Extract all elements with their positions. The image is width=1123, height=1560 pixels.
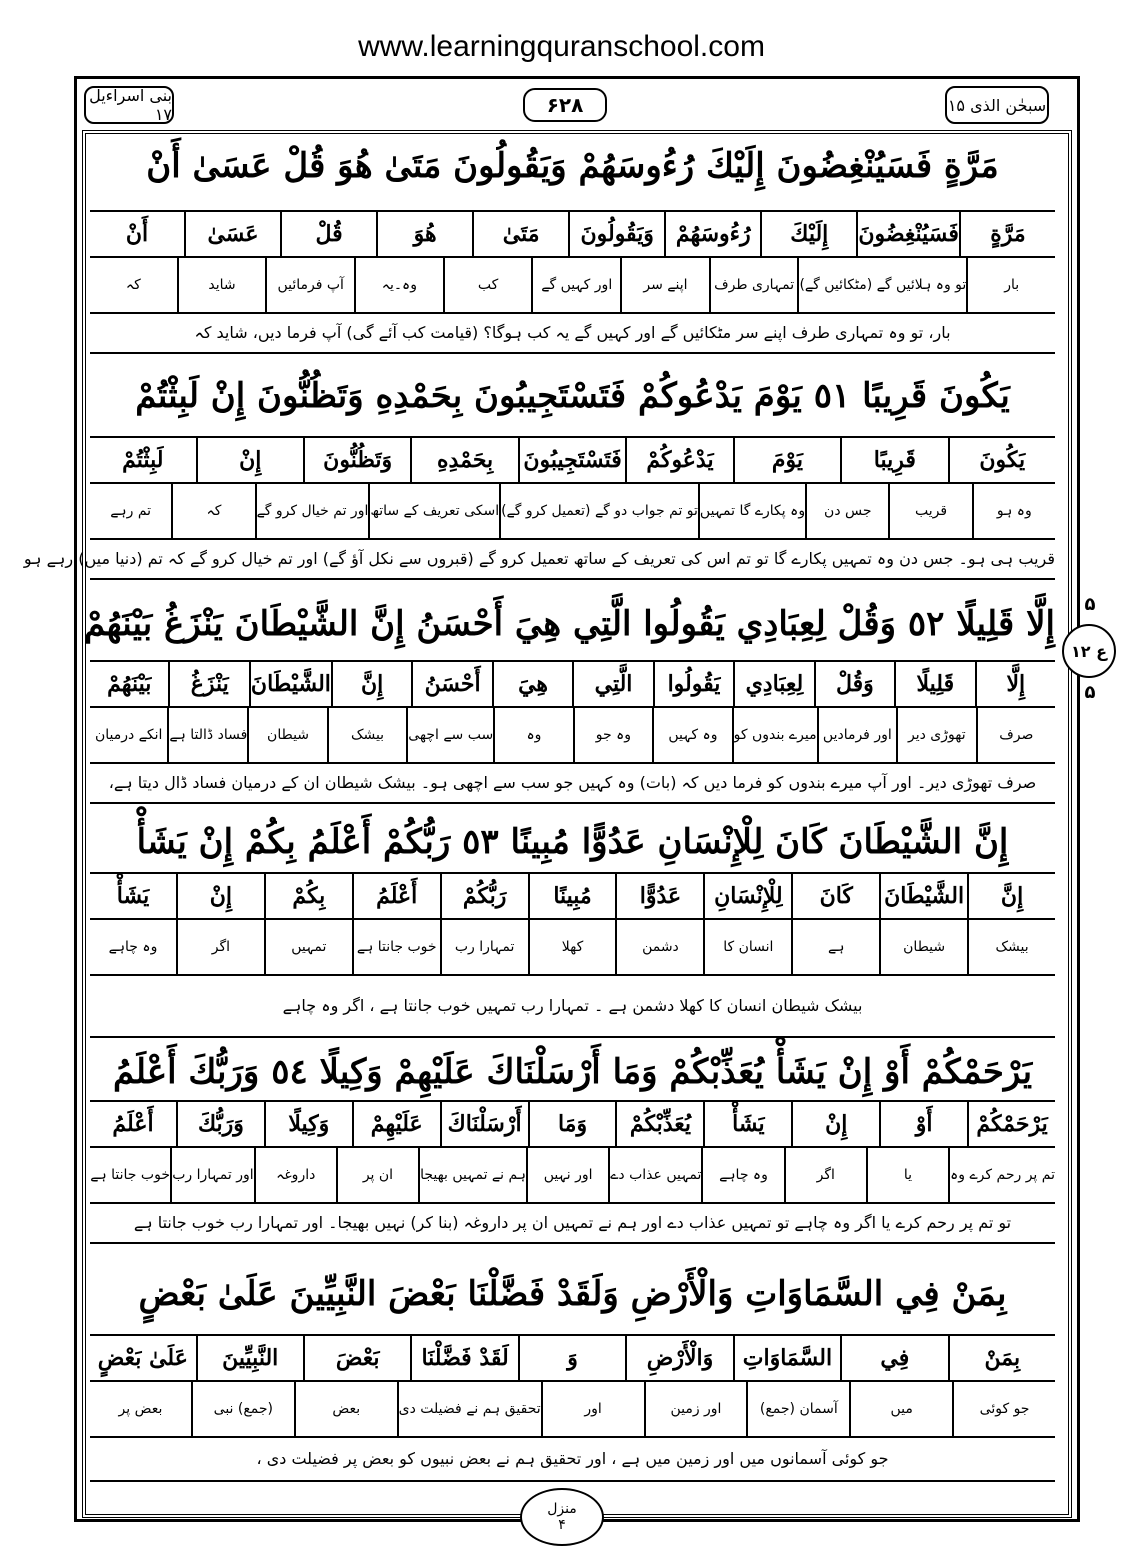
translation-cell: ان پر [336,1148,418,1202]
translation-cell: شیطان [247,708,326,762]
word-cell: بَيْنَهُمْ [107,671,152,697]
full-translation: بار، تو وہ تمہاری طرف اپنے سر مٹکائیں گے اور کہیں گے یہ کب ہوگا؟ (قیامت کب آئے گی) آپ فرما دیں، شاید کہ [90,312,1055,354]
word-cell: وَقُلْ [814,662,894,706]
word-cell: وَكِيلًا [264,1102,352,1146]
word-cell: مَتَىٰ [472,212,568,256]
word-cell: إِنَّ [967,874,1055,918]
word-cell: عَلَيْهِمْ [352,1102,440,1146]
word-cell: لَبِثْتُمْ [122,447,164,473]
translation-cell: تو تم جواب دو گے (تعمیل کرو گے) [499,484,698,538]
translation-cell: وہ چاہے [701,1148,783,1202]
verse-line: يَرْحَمْكُمْ أَوْ إِنْ يَشَأْ يُعَذِّبْكُمْ وَمَا أَرْسَلْنَاكَ عَلَيْهِمْ وَكِيلًا ٥٤ وَرَبُّكَ أَعْلَمُ [112,1052,1033,1092]
word-cell: أَنْ [125,221,149,247]
translation-cell: کب [443,258,532,312]
translation-cell: آسمان (جمع) [746,1382,849,1436]
manzil-badge [520,1488,604,1546]
word-cell: النَّبِيِّينَ [196,1336,303,1380]
translation-cell: اگر [176,920,264,974]
word-cell: قَلِيلًا [894,662,974,706]
word-cell: إِنْ [196,438,303,482]
word-row [90,210,1055,256]
full-translation: صرف تھوڑی دیر۔ اور آپ میرے بندوں کو فرما دیں کہ (بات) وہ کہیں جو سب سے اچھی ہو۔ بیشک شیطان ان کے درمیان فساد ڈال دیتا ہے، [90,762,1055,804]
side-marker-top: ۵ [1084,594,1096,615]
translation-cell: تمہارا رب [440,920,528,974]
translation-row [90,918,1055,974]
translation-cell: میں [849,1382,952,1436]
word-cell: يَكُونَ [948,438,1055,482]
translation-cell: آپ فرمائیں [265,258,354,312]
full-translation: جو کوئی آسمانوں میں اور زمین میں ہے ، اور تحقیق ہم نے بعض نبیوں کو بعض پر فضیلت دی ، [90,1436,1055,1482]
word-cell: بِكُمْ [264,874,352,918]
translation-cell: بعض پر [118,1401,163,1417]
translation-cell: قریب [888,484,971,538]
translation-row [90,1380,1055,1436]
translation-cell: خوب جانتا ہے [90,1167,170,1183]
word-cell: فَسَيُنْغِضُونَ [856,212,959,256]
translation-cell: بیشک [967,920,1055,974]
translation-cell: شاید [177,258,266,312]
word-cell: بِحَمْدِهِ [410,438,517,482]
word-cell: إِلَّا [975,662,1055,706]
word-cell: قَرِيبًا [840,438,947,482]
word-cell: أَعْلَمُ [352,874,440,918]
translation-cell: دشمن [615,920,703,974]
word-cell: يَشَأْ [116,883,150,909]
word-cell: وَيَقُولُونَ [568,212,664,256]
translation-cell: اور تمہارا رب [170,1148,253,1202]
full-translation: قریب ہی ہو۔ جس دن وہ تمہیں پکارے گا تو تم اس کی تعریف کے ساتھ تعمیل کرو گے (قبروں سے نکل آؤ گے) اور تم خیال کرو گے کہ تم (دنیا میں) رہے ہو [90,538,1055,580]
word-cell: إِنْ [791,1102,879,1146]
translation-cell: جس دن [805,484,888,538]
translation-cell: اور زمین [644,1382,747,1436]
translation-cell: تم رہے [110,503,152,519]
word-cell: مُبِينًا [528,874,616,918]
word-row [90,436,1055,482]
translation-cell: تم پر رحم کرے وہ [948,1148,1055,1202]
translation-cell: کھلا [528,920,616,974]
translation-cell: وہ چاہے [108,939,158,955]
word-cell: إِنَّ [331,662,411,706]
word-cell: لِعِبَادِي [733,662,813,706]
full-translation: بیشک شیطان انسان کا کھلا دشمن ہے ۔ تمہارا رب تمہیں خوب جانتا ہے ، اگر وہ چاہے [90,974,1055,1038]
translation-cell: سب سے اچھی [406,708,493,762]
word-cell: لَقَدْ فَضَّلْنَا [410,1336,517,1380]
word-row [90,1334,1055,1380]
word-cell: يَوْمَ [733,438,840,482]
translation-cell: انسان کا [703,920,791,974]
translation-cell: اور تم خیال کرو گے [255,484,369,538]
word-cell: هُوَ [376,212,472,256]
translation-cell: کہ [171,484,254,538]
word-cell: وَ [518,1336,625,1380]
word-cell: يَدْعُوكُمْ [625,438,732,482]
website-url: www.learningquranschool.com [358,30,765,63]
translation-cell: تھوڑی دیر [896,708,975,762]
translation-cell: تمہاری طرف [709,258,798,312]
word-cell: وَالْأَرْضِ [625,1336,732,1380]
word-cell: إِنْ [176,874,264,918]
translation-row [90,1146,1055,1202]
translation-cell: بیشک [327,708,406,762]
word-cell: يَقُولُوا [653,662,733,706]
surah-name-left: بنی اسرآءیل ۱۷ [84,86,174,124]
translation-cell: کہ [125,277,141,293]
word-cell: لِلْإِنْسَانِ [703,874,791,918]
word-row [90,1100,1055,1146]
translation-cell: انکے درمیان [94,727,163,743]
translation-cell: فساد ڈالتا ہے [167,708,247,762]
word-row [90,872,1055,918]
translation-cell: اگر [784,1148,866,1202]
translation-cell: بعض [294,1382,397,1436]
word-cell: مَرَّةٍ [959,212,1055,256]
word-cell: يَنْزَغُ [168,662,248,706]
translation-row [90,256,1055,312]
word-cell: أَحْسَنُ [411,662,491,706]
word-cell: وَرَبُّكَ [176,1102,264,1146]
translation-cell: وہ جو [573,708,652,762]
translation-cell: وہ [493,708,572,762]
translation-cell: تحقیق ہم نے فضیلت دی [397,1382,541,1436]
translation-cell: جو کوئی [952,1382,1055,1436]
translation-row [90,706,1055,762]
translation-cell: اور [541,1382,644,1436]
word-cell: كَانَ [791,874,879,918]
translation-cell: اور کہیں گے [531,258,620,312]
full-translation: تو تم پر رحم کرے یا اگر وہ چاہے تو تمہیں عذاب دے اور ہم نے تمہیں ان پر داروغہ (بنا کر) نہیں بھیجا۔ اور تمہارا رب خوب جانتا ہے [90,1202,1055,1244]
word-cell: قُلْ [280,212,376,256]
word-cell: يَرْحَمْكُمْ [967,1102,1055,1146]
manzil-number: ۴ [558,1517,566,1533]
translation-cell: وہ کہیں [652,708,731,762]
translation-cell: ہے [791,920,879,974]
verse-line: بِمَنْ فِي السَّمَاوَاتِ وَالْأَرْضِ وَلَقَدْ فَضَّلْنَا بَعْضَ النَّبِيِّينَ عَلَىٰ بَعْضٍ [138,1274,1007,1314]
word-cell: بِمَنْ [948,1336,1055,1380]
translation-cell: یا [866,1148,948,1202]
translation-cell: شیطان [879,920,967,974]
word-cell: عَدُوًّا [615,874,703,918]
word-cell: هِيَ [492,662,572,706]
translation-cell: داروغہ [254,1148,336,1202]
word-cell: الشَّيْطَانَ [249,662,331,706]
word-cell: الَّتِي [572,662,652,706]
word-cell: عَسَىٰ [184,212,280,256]
word-cell: رَبُّكُمْ [440,874,528,918]
translation-cell: وہ ہو [972,484,1055,538]
word-cell: وَتَظُنُّونَ [303,438,410,482]
word-cell: الشَّيْطَانَ [879,874,967,918]
translation-cell: اسکی تعریف کے ساتھ [368,484,499,538]
word-cell: وَمَا [528,1102,616,1146]
word-cell: بَعْضَ [303,1336,410,1380]
translation-cell: ہم نے تمہیں بھیجا [418,1148,526,1202]
verse-line: إِلَّا قَلِيلًا ٥٢ وَقُلْ لِعِبَادِي يَقُولُوا الَّتِي هِيَ أَحْسَنُ إِنَّ الشَّيْطَانَ يَنْزَغُ بَيْنَهُمْ [83,604,1055,644]
translation-cell: وہ۔یہ [354,258,443,312]
side-marker-bottom: ۵ [1084,682,1096,703]
translation-cell: میرے بندوں کو [732,708,817,762]
word-cell: رُءُوسَهُمْ [664,212,760,256]
verse-line: يَكُونَ قَرِيبًا ٥١ يَوْمَ يَدْعُوكُمْ فَتَسْتَجِيبُونَ بِحَمْدِهِ وَتَظُنُّونَ إِنْ لَبِثْتُمْ [135,376,1010,416]
word-cell: عَلَىٰ بَعْضٍ [97,1345,188,1371]
verse-line: مَرَّةٍ فَسَيُنْغِضُونَ إِلَيْكَ رُءُوسَهُمْ وَيَقُولُونَ مَتَىٰ هُوَ قُلْ عَسَىٰ أَنْ [146,146,999,186]
translation-cell: خوب جانتا ہے [352,920,440,974]
word-cell: فَتَسْتَجِيبُونَ [518,438,625,482]
translation-cell: (جمع) نبی [191,1382,294,1436]
page-number: ۶۲۸ [523,88,607,122]
word-cell: فِي [840,1336,947,1380]
translation-cell: وہ پکارے گا تمہیں [698,484,805,538]
surah-juz-title-right: سبحٰن الذی ۱۵ [945,86,1049,124]
ruku-marker: ع ۱۲ [1062,624,1116,678]
translation-cell: اپنے سر [620,258,709,312]
translation-cell: اور نہیں [526,1148,608,1202]
translation-cell: تو وہ ہلائیں گے (مٹکائیں گے) [797,258,966,312]
word-cell: أَوْ [879,1102,967,1146]
translation-cell: اور فرمادیں [817,708,896,762]
word-cell: يُعَذِّبْكُمْ [615,1102,703,1146]
translation-cell: تمہیں عذاب دے [608,1148,701,1202]
word-cell: إِلَيْكَ [760,212,856,256]
word-cell: السَّمَاوَاتِ [733,1336,840,1380]
translation-cell: بار [966,258,1055,312]
manzil-label: منزل [547,1501,577,1517]
word-cell: أَعْلَمُ [112,1111,154,1137]
word-cell: أَرْسَلْنَاكَ [440,1102,528,1146]
word-row [90,660,1055,706]
translation-cell: تمہیں [264,920,352,974]
verse-line: إِنَّ الشَّيْطَانَ كَانَ لِلْإِنْسَانِ عَدُوًّا مُبِينًا ٥٣ رَبُّكُمْ أَعْلَمُ بِكُمْ إِنْ يَشَأْ [136,822,1009,862]
translation-cell: صرف [976,708,1055,762]
translation-row [90,482,1055,538]
word-cell: يَشَأْ [703,1102,791,1146]
